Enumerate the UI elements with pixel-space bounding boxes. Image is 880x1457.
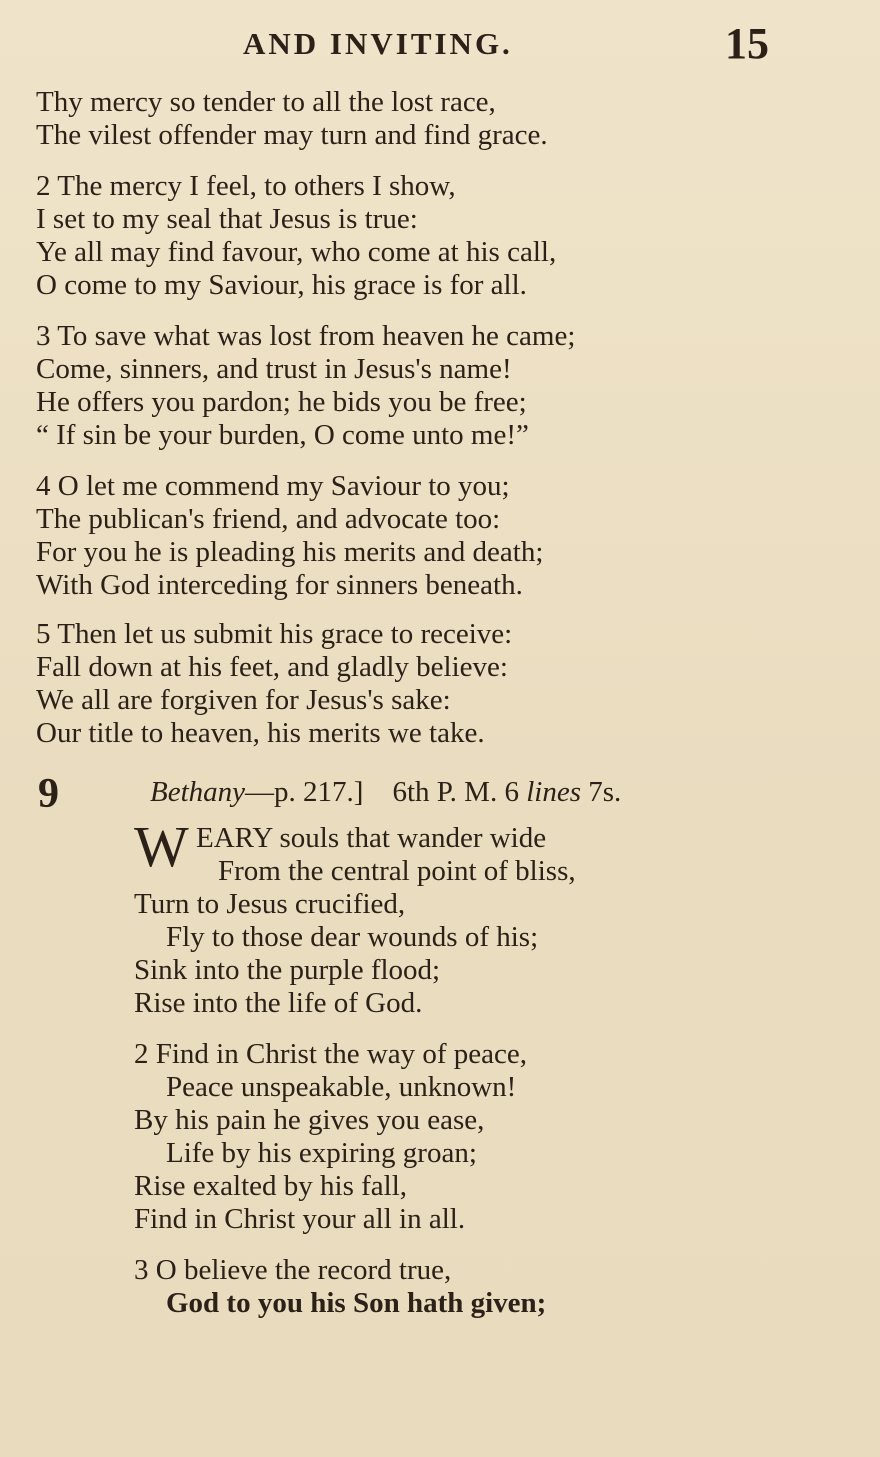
verse-line: With God interceding for sinners beneath. — [36, 569, 523, 601]
tune-reference: —p. 217.] — [245, 776, 364, 808]
tune-name: Bethany — [150, 776, 246, 808]
verse-line: For you he is pleading his merits and death; — [36, 536, 544, 568]
verse-line: From the central point of bliss, — [218, 855, 576, 887]
meter: 6th P. M. 6 — [392, 776, 519, 808]
verse-line: 3 O believe the record true, — [134, 1254, 452, 1286]
verse-line: Fall down at his feet, and gladly believe: — [36, 651, 508, 683]
verse-line: The publican's friend, and advocate too: — [36, 503, 501, 535]
running-title: AND INVITING. — [243, 26, 513, 61]
verse-line: We all are forgiven for Jesus's sake: — [36, 684, 451, 716]
meter-lines: lines — [526, 776, 581, 808]
verse-line: 3 To save what was lost from heaven he came; — [36, 320, 576, 352]
verse-line: Turn to Jesus crucified, — [134, 888, 406, 920]
verse-line: Rise into the life of God. — [134, 987, 423, 1019]
verse-line: Come, sinners, and trust in Jesus's name! — [36, 353, 512, 385]
verse-line: O come to my Saviour, his grace is for all. — [36, 269, 527, 301]
verse-line: 5 Then let us submit his grace to receive: — [36, 618, 513, 650]
verse-line: 4 O let me commend my Saviour to you; — [36, 470, 510, 502]
verse-line: Rise exalted by his fall, — [134, 1170, 408, 1202]
page-number: 15 — [725, 19, 769, 68]
tune-heading — [150, 776, 621, 809]
verse-line: God to you his Son hath given; — [166, 1287, 547, 1319]
verse-line: I set to my seal that Jesus is true: — [36, 203, 418, 235]
drop-cap: W — [134, 814, 189, 879]
verse-line: Ye all may find favour, who come at his call, — [36, 236, 557, 268]
verse-line: By his pain he gives you ease, — [134, 1104, 485, 1136]
verse-line: He offers you pardon; he bids you be free; — [36, 386, 527, 418]
verse-line: The vilest offender may turn and find grace. — [36, 119, 548, 151]
verse-line: 2 The mercy I feel, to others I show, — [36, 170, 456, 202]
verse-line: Our title to heaven, his merits we take. — [36, 717, 485, 749]
meter-end: 7s. — [588, 776, 622, 808]
verse-line: Sink into the purple flood; — [134, 954, 441, 986]
verse-line: Thy mercy so tender to all the lost race, — [36, 86, 496, 118]
verse-line: Fly to those dear wounds of his; — [166, 921, 539, 953]
verse-line: Life by his expiring groan; — [166, 1137, 477, 1169]
verse-line: Find in Christ your all in all. — [134, 1203, 466, 1235]
verse-line: “ If sin be your burden, O come unto me!” — [36, 419, 529, 451]
verse-line: EARY souls that wander wide — [196, 822, 547, 854]
hymn-number: 9 — [38, 771, 59, 817]
verse-line: Peace unspeakable, unknown! — [166, 1071, 517, 1103]
verse-line: 2 Find in Christ the way of peace, — [134, 1038, 528, 1070]
